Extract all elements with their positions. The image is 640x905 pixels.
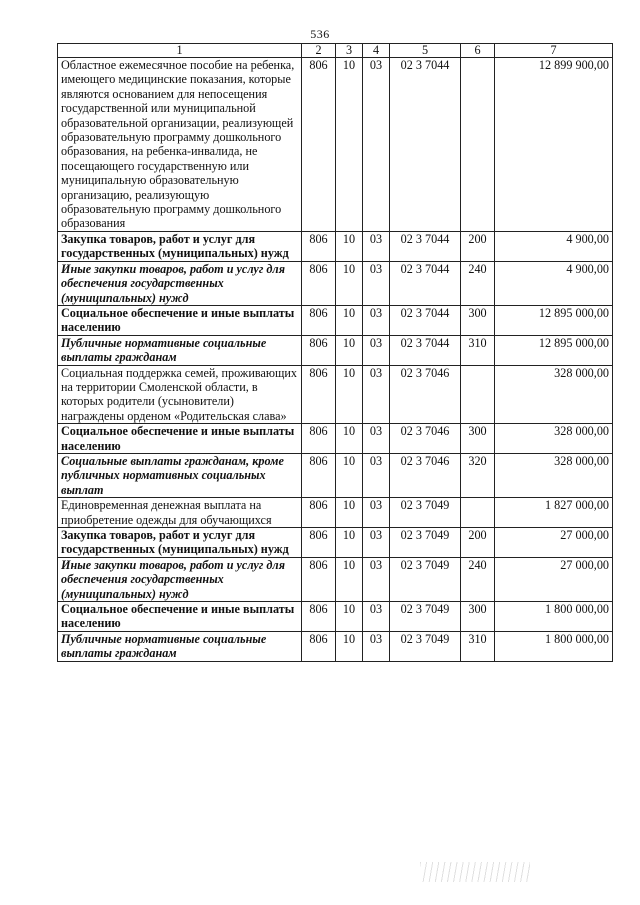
- section-cell: 10: [336, 58, 363, 232]
- column-header: 4: [363, 44, 390, 58]
- admin-code-cell: 806: [302, 261, 336, 305]
- subsection-cell: 03: [363, 231, 390, 261]
- admin-code-cell: 806: [302, 424, 336, 454]
- target-article-cell: 02 3 7044: [390, 305, 461, 335]
- subsection-cell: 03: [363, 557, 390, 601]
- section-cell: 10: [336, 424, 363, 454]
- target-article-cell: 02 3 7044: [390, 335, 461, 365]
- section-cell: 10: [336, 305, 363, 335]
- amount-cell: 12 899 900,00: [495, 58, 613, 232]
- row-name-cell: Единовременная денежная выплата на приобретение одежды для обучающихся: [58, 498, 302, 528]
- admin-code-cell: 806: [302, 305, 336, 335]
- section-cell: 10: [336, 453, 363, 497]
- amount-cell: 1 827 000,00: [495, 498, 613, 528]
- admin-code-cell: 806: [302, 528, 336, 558]
- row-name-cell: Социальные выплаты гражданам, кроме публичных нормативных социальных выплат: [58, 453, 302, 497]
- target-article-cell: 02 3 7049: [390, 631, 461, 661]
- subsection-cell: 03: [363, 58, 390, 232]
- row-name-cell: Закупка товаров, работ и услуг для государственных (муниципальных) нужд: [58, 231, 302, 261]
- scan-artifact: [420, 862, 530, 882]
- admin-code-cell: 806: [302, 498, 336, 528]
- expense-type-cell: 200: [461, 528, 495, 558]
- row-name-cell: Иные закупки товаров, работ и услуг для обеспечения государственных (муниципальных) нужд: [58, 261, 302, 305]
- target-article-cell: 02 3 7049: [390, 498, 461, 528]
- table-row: [58, 424, 613, 454]
- amount-cell: 328 000,00: [495, 365, 613, 424]
- amount-cell: 4 900,00: [495, 231, 613, 261]
- expense-type-cell: [461, 365, 495, 424]
- section-cell: 10: [336, 365, 363, 424]
- target-article-cell: 02 3 7049: [390, 557, 461, 601]
- subsection-cell: 03: [363, 335, 390, 365]
- admin-code-cell: 806: [302, 557, 336, 601]
- table-row: [58, 365, 613, 424]
- amount-cell: 328 000,00: [495, 453, 613, 497]
- row-name-cell: Закупка товаров, работ и услуг для государственных (муниципальных) нужд: [58, 528, 302, 558]
- header-row: [58, 44, 613, 58]
- section-cell: 10: [336, 231, 363, 261]
- target-article-cell: 02 3 7046: [390, 365, 461, 424]
- table-row: [58, 453, 613, 497]
- column-header: 3: [336, 44, 363, 58]
- admin-code-cell: 806: [302, 631, 336, 661]
- table-row: [58, 498, 613, 528]
- row-name-cell: Публичные нормативные социальные выплаты гражданам: [58, 631, 302, 661]
- expense-type-cell: 300: [461, 424, 495, 454]
- target-article-cell: 02 3 7044: [390, 261, 461, 305]
- expense-type-cell: 310: [461, 631, 495, 661]
- section-cell: 10: [336, 335, 363, 365]
- target-article-cell: 02 3 7049: [390, 602, 461, 632]
- target-article-cell: 02 3 7049: [390, 528, 461, 558]
- table-row: [58, 557, 613, 601]
- row-name-cell: Областное ежемесячное пособие на ребенка, имеющего медицинские показания, которые являются основанием для непосещения государственной или муниципальной образовательной организации, реализующей образовательную программу дошкольного образования, на ребенка-инвалида, не посещающего государственную или муниципальную образовательную организацию, реализующую образовательную программу дошкольного образования: [58, 58, 302, 232]
- table-row: [58, 305, 613, 335]
- table-row: [58, 528, 613, 558]
- amount-cell: 4 900,00: [495, 261, 613, 305]
- table-row: [58, 231, 613, 261]
- budget-table: [57, 43, 613, 662]
- subsection-cell: 03: [363, 528, 390, 558]
- table-row: [58, 58, 613, 232]
- subsection-cell: 03: [363, 631, 390, 661]
- target-article-cell: 02 3 7046: [390, 424, 461, 454]
- expense-type-cell: 300: [461, 305, 495, 335]
- amount-cell: 12 895 000,00: [495, 335, 613, 365]
- amount-cell: 27 000,00: [495, 528, 613, 558]
- target-article-cell: 02 3 7044: [390, 231, 461, 261]
- expense-type-cell: 200: [461, 231, 495, 261]
- section-cell: 10: [336, 528, 363, 558]
- target-article-cell: 02 3 7044: [390, 58, 461, 232]
- table-row: [58, 631, 613, 661]
- column-header: 2: [302, 44, 336, 58]
- expense-type-cell: 320: [461, 453, 495, 497]
- admin-code-cell: 806: [302, 453, 336, 497]
- expense-type-cell: 310: [461, 335, 495, 365]
- section-cell: 10: [336, 498, 363, 528]
- amount-cell: 12 895 000,00: [495, 305, 613, 335]
- section-cell: 10: [336, 631, 363, 661]
- admin-code-cell: 806: [302, 335, 336, 365]
- admin-code-cell: 806: [302, 602, 336, 632]
- amount-cell: 328 000,00: [495, 424, 613, 454]
- row-name-cell: Публичные нормативные социальные выплаты гражданам: [58, 335, 302, 365]
- subsection-cell: 03: [363, 602, 390, 632]
- expense-type-cell: 240: [461, 557, 495, 601]
- column-header: 6: [461, 44, 495, 58]
- table-row: [58, 261, 613, 305]
- column-header: 1: [58, 44, 302, 58]
- row-name-cell: Социальное обеспечение и иные выплаты населению: [58, 424, 302, 454]
- column-header: 7: [495, 44, 613, 58]
- expense-type-cell: 240: [461, 261, 495, 305]
- subsection-cell: 03: [363, 498, 390, 528]
- subsection-cell: 03: [363, 424, 390, 454]
- amount-cell: 27 000,00: [495, 557, 613, 601]
- row-name-cell: Иные закупки товаров, работ и услуг для обеспечения государственных (муниципальных) нужд: [58, 557, 302, 601]
- table-row: [58, 335, 613, 365]
- expense-type-cell: [461, 58, 495, 232]
- amount-cell: 1 800 000,00: [495, 631, 613, 661]
- subsection-cell: 03: [363, 305, 390, 335]
- table-row: [58, 602, 613, 632]
- subsection-cell: 03: [363, 365, 390, 424]
- amount-cell: 1 800 000,00: [495, 602, 613, 632]
- expense-type-cell: [461, 498, 495, 528]
- subsection-cell: 03: [363, 261, 390, 305]
- row-name-cell: Социальное обеспечение и иные выплаты населению: [58, 305, 302, 335]
- column-header: 5: [390, 44, 461, 58]
- subsection-cell: 03: [363, 453, 390, 497]
- row-name-cell: Социальное обеспечение и иные выплаты населению: [58, 602, 302, 632]
- section-cell: 10: [336, 602, 363, 632]
- expense-type-cell: 300: [461, 602, 495, 632]
- row-name-cell: Социальная поддержка семей, проживающих на территории Смоленской области, в которых родители (усыновители) награждены орденом «Родительская слава»: [58, 365, 302, 424]
- admin-code-cell: 806: [302, 365, 336, 424]
- target-article-cell: 02 3 7046: [390, 453, 461, 497]
- page-number: 536: [310, 27, 330, 41]
- admin-code-cell: 806: [302, 231, 336, 261]
- section-cell: 10: [336, 557, 363, 601]
- admin-code-cell: 806: [302, 58, 336, 232]
- section-cell: 10: [336, 261, 363, 305]
